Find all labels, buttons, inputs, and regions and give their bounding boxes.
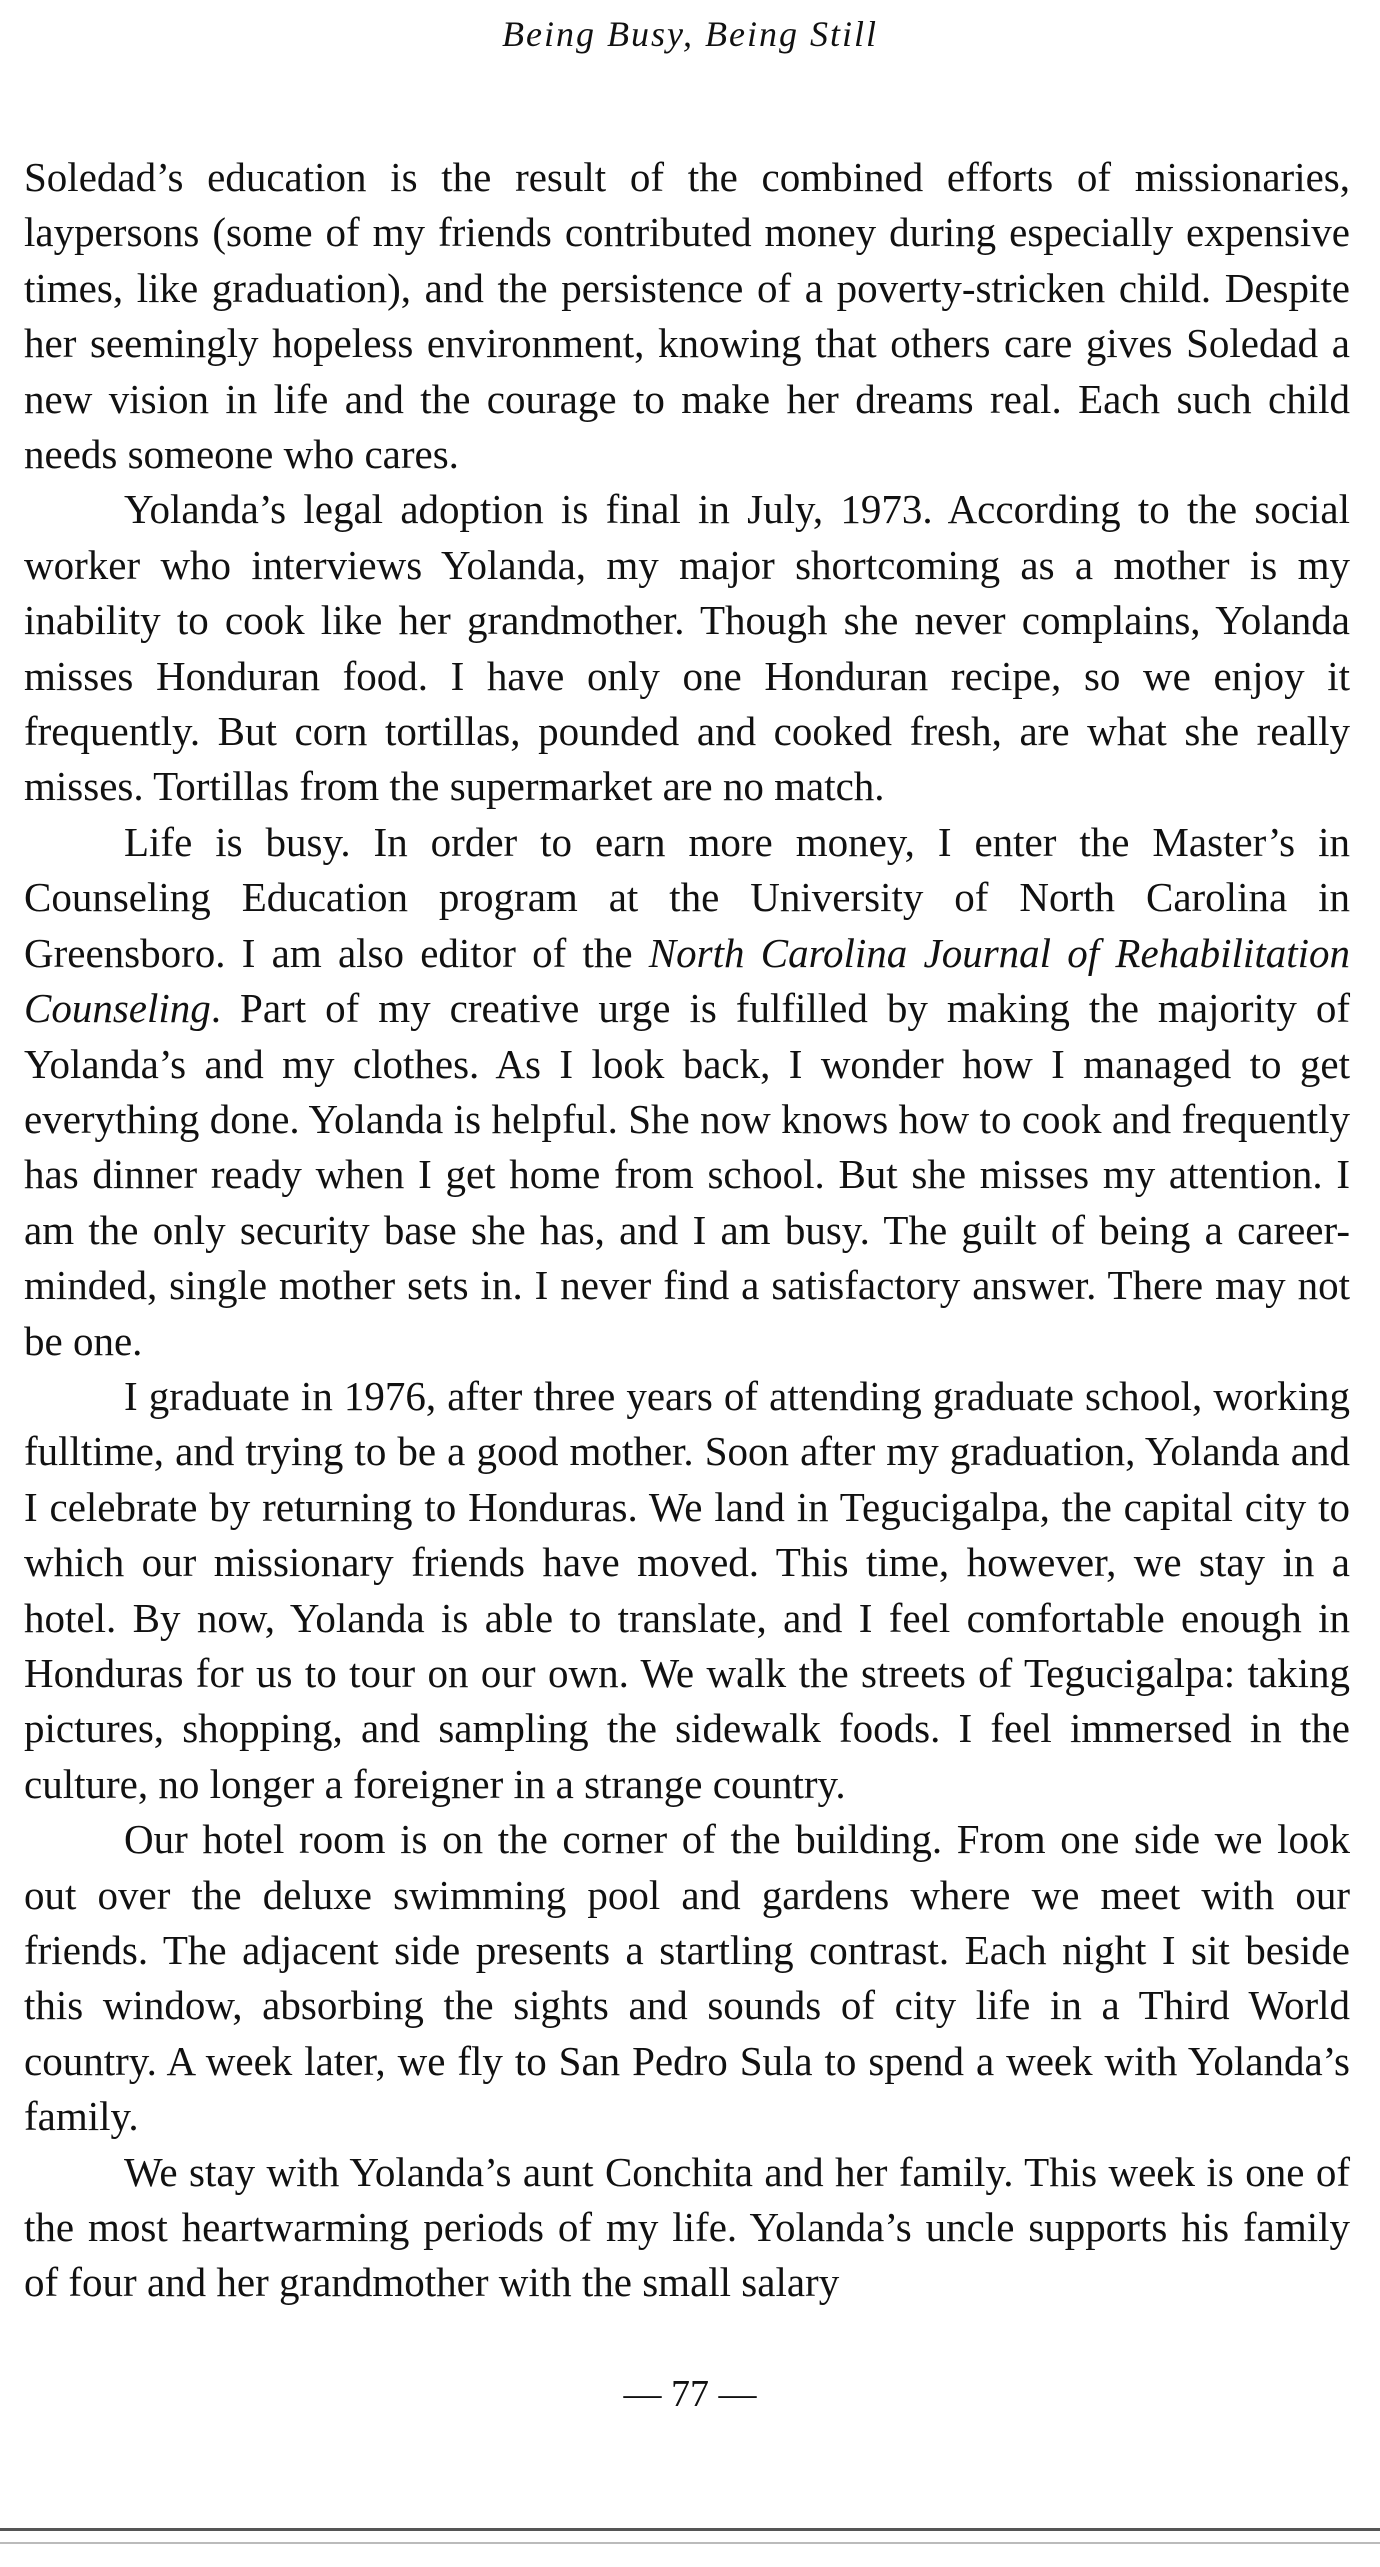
italic-title-text: North Carolina Journal of Rehabilitation Counseling — [24, 929, 1350, 1032]
paragraph-text: . Part of my creative urge is fulfilled by making the majority of Yolanda’s and my clothes. As I look back, I wonder how I managed to get everything done. Yolanda is helpful. She now knows how to cook and frequently has dinner ready when I get home from school. But she misses my attention. I am the only security base she has, and I am busy. The guilt of being a career-minded, single mother sets in. I never find a satisfactory answer. There may not be one. — [24, 985, 1350, 1364]
paragraph — [24, 815, 1350, 1369]
body-text — [24, 150, 1350, 2311]
paragraph-text: Our hotel room is on the corner of the building. From one side we look out over the deluxe swimming pool and gardens where we meet with our friends. The adjacent side presents a startling contrast. Each night I sit beside this window, absorbing the sights and sounds of city life in a Third World country. A week later, we fly to San Pedro Sula to spend a week with Yolanda’s family. — [24, 1816, 1350, 2140]
paragraph — [24, 1812, 1350, 2144]
bottom-rule-faint — [0, 2542, 1380, 2544]
bottom-rule — [0, 2528, 1380, 2531]
paragraph-text: We stay with Yolanda’s aunt Conchita and her family. This week is one of the most heartwarming periods of my life. Yolanda’s uncle supports his family of four and her grandmother with the small salary — [24, 2148, 1350, 2306]
paragraph — [24, 2145, 1350, 2311]
paragraph-text: Soledad’s education is the result of the combined efforts of missionaries, laypersons (some of my friends contributed money during especially expensive times, like graduation), and the persistence of a poverty-stricken child. Despite her seemingly hopeless environment, knowing that others care gives Soledad a new vision in life and the courage to make her dreams real. Each such child needs someone who cares. — [24, 154, 1350, 478]
paragraph-text: Yolanda’s legal adoption is final in July, 1973. According to the social worker who interviews Yolanda, my major shortcoming as a mother is my inability to cook like her grandmother. Though she never complains, Yolanda misses Honduran food. I have only one Honduran recipe, so we enjoy it frequently. But corn tortillas, pounded and cooked fresh, are what she really misses. Tortillas from the supermarket are no match. — [24, 486, 1350, 810]
paragraph — [24, 482, 1350, 814]
paragraph — [24, 1369, 1350, 1812]
paragraph-text: I graduate in 1976, after three years of attending graduate school, working fulltime, and trying to be a good mother. Soon after my graduation, Yolanda and I celebrate by returning to Honduras. We land in Tegucigalpa, the capital city to which our missionary friends have moved. This time, however, we stay in a hotel. By now, Yolanda is able to translate, and I feel comfortable enough in Honduras for us to tour on our own. We walk the streets of Tegucigalpa: taking pictures, shopping, and sampling the sidewalk foods. I feel immersed in the culture, no longer a foreigner in a strange country. — [24, 1372, 1350, 1807]
paragraph-text: Life is busy. In order to earn more money, I enter the Master’s in Counseling Education program at the University of North Carolina in Greensboro. I am also editor of the — [24, 818, 1350, 976]
running-head: Being Busy, Being Still — [502, 14, 878, 54]
page-number: — 77 — — [623, 2373, 757, 2415]
paragraph — [24, 150, 1350, 482]
